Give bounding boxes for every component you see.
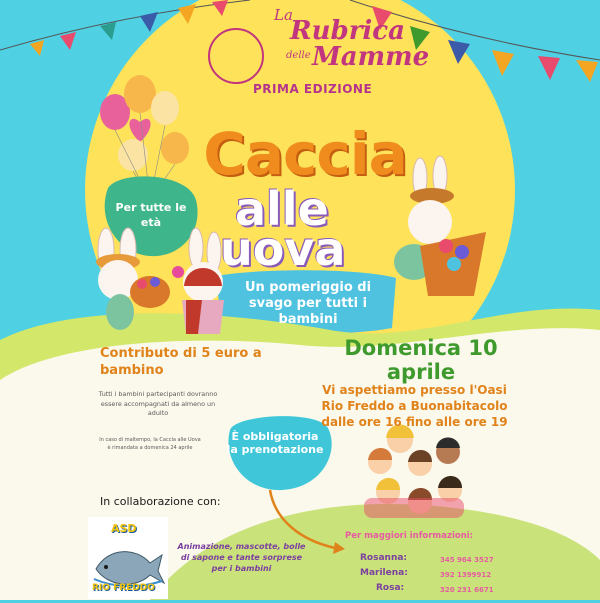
logo-delle: delle — [286, 50, 311, 61]
partner-logo-bottom: RIO FREDDO — [92, 583, 155, 593]
title-line-1: Caccia — [203, 120, 407, 188]
collaboration-label: In collaborazione con: — [100, 495, 221, 508]
all-ages-text: Per tutte le età — [115, 201, 187, 229]
subtitle-text: Un pomeriggio di svago per tutti i bambini — [244, 280, 372, 327]
contact-name: Rosa: — [376, 583, 405, 593]
logo-mamme: Mamme — [312, 42, 430, 72]
event-place-time: Vi aspettiamo presso l'Oasi Rio Freddo a Buonabitacolo dalle ore 16 fino alle ore 19 — [321, 383, 508, 429]
info-weather-text: In caso di maltempo, la Caccia alle Uova è rimandata a domenica 24 aprile — [99, 437, 201, 451]
info-children-text: Tutti i bambini partecipanti dovranno essere accompagnati da almeno un adulto — [98, 390, 218, 417]
title-line-3: uova — [220, 222, 346, 276]
logo — [208, 28, 264, 84]
logo-rubrica: Rubrica — [290, 16, 405, 46]
contact-phone[interactable]: 345 964 3527 — [440, 556, 494, 564]
contribution-text: Contributo di 5 euro a bambino — [100, 346, 262, 378]
contact-phone[interactable]: 392 1399912 — [440, 571, 492, 579]
contact-row — [376, 575, 404, 594]
contact-name: Rosanna: — [360, 553, 408, 563]
contact-phone[interactable]: 320 231 6671 — [440, 586, 494, 594]
event-date: Domenica 10 aprile — [344, 336, 498, 384]
contact-phone-row — [440, 577, 494, 596]
logo-la: La — [274, 6, 293, 24]
booking-notice: È obbligatoria la prenotazione — [226, 430, 324, 456]
contact-name: Marilena: — [360, 568, 408, 578]
title-line-2: alle — [235, 182, 329, 236]
activities-text: Animazione, mascotte, bolle di sapone e tante sorprese per i bambini — [177, 542, 306, 573]
edition-label: PRIMA EDIZIONE — [253, 82, 373, 96]
contacts-title: Per maggiori informazioni: — [345, 531, 474, 541]
partner-logo-top: ASD — [111, 522, 137, 535]
